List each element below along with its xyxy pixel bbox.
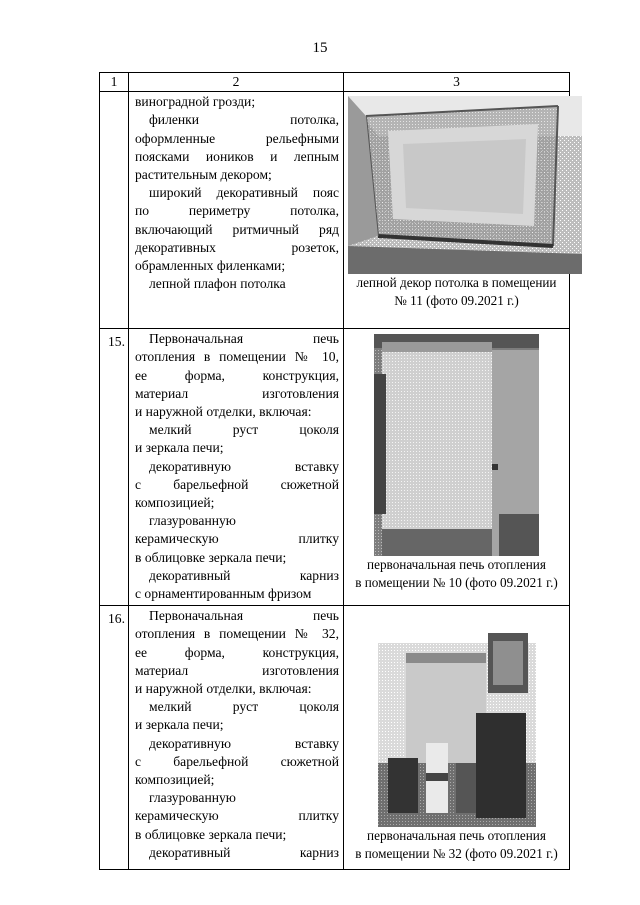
description-line: филенки потолка, xyxy=(149,112,339,128)
description-line: мелкий руст цоколя xyxy=(149,699,339,715)
header-col-1: 1 xyxy=(100,73,129,92)
ceiling-photo xyxy=(348,96,582,274)
header-col-3: 3 xyxy=(344,73,570,92)
row-number: 15. xyxy=(100,329,129,606)
description-line: и наружной отделки, включая: xyxy=(135,681,312,697)
description-line: оформленные рельефными xyxy=(135,130,339,146)
description-line: материал изготовления xyxy=(135,385,339,401)
description-line: и зеркала печи; xyxy=(135,440,224,456)
description-line: растительным декором; xyxy=(135,167,272,183)
description-line: Первоначальная печь xyxy=(149,608,339,624)
description-line: глазурованную xyxy=(149,513,236,529)
description-line: ее форма, конструкция, xyxy=(135,367,339,383)
page-number: 15 xyxy=(312,40,328,56)
description-line: поясками иоников и лепным xyxy=(135,148,339,164)
description-line: декоративный карниз xyxy=(149,567,339,583)
description-line: композицией; xyxy=(135,772,215,788)
description-line: с барельефной сюжетной xyxy=(135,753,339,769)
table-row xyxy=(100,606,570,870)
row-number: 16. xyxy=(100,606,129,870)
photo-caption-line-2: в помещении № 32 (фото 09.2021 г.) xyxy=(355,846,558,862)
row-description xyxy=(129,329,344,606)
description-line: в облицовке зеркала печи; xyxy=(135,826,287,842)
description-line: лепной плафон потолка xyxy=(149,276,286,292)
description-line: и зеркала печи; xyxy=(135,717,224,733)
description-line: композицией; xyxy=(135,495,215,511)
description-line: материал изготовления xyxy=(135,662,339,678)
description-line: в облицовке зеркала печи; xyxy=(135,549,287,565)
description-line: Первоначальная печь xyxy=(149,331,339,347)
photo-caption-line-1: первоначальная печь отопления xyxy=(367,828,546,844)
stove-photo-room-10 xyxy=(374,334,539,556)
description-line: обрамленных филенками; xyxy=(135,258,286,274)
table-header-row xyxy=(100,73,570,92)
description-line: виноградной грозди; xyxy=(135,94,256,110)
description-line: декоративных розеток, xyxy=(135,239,339,255)
description-line: по периметру потолка, xyxy=(135,203,339,219)
description-line: и наружной отделки, включая: xyxy=(135,404,312,420)
header-col-2: 2 xyxy=(129,73,344,92)
description-line: ее форма, конструкция, xyxy=(135,644,339,660)
row-description xyxy=(129,92,344,329)
row-description xyxy=(129,606,344,870)
heritage-table xyxy=(99,72,570,870)
stove-photo-room-32 xyxy=(378,613,536,827)
description-line: широкий декоративный пояс xyxy=(149,185,339,201)
description-line: керамическую плитку xyxy=(135,808,339,824)
row-photo-cell xyxy=(344,606,570,870)
description-line: мелкий руст цоколя xyxy=(149,422,339,438)
photo-caption-line-2: в помещении № 10 (фото 09.2021 г.) xyxy=(355,575,558,591)
description-line: декоративный карниз xyxy=(149,844,339,860)
photo-caption-line-1: первоначальная печь отопления xyxy=(367,557,546,573)
table-row xyxy=(100,329,570,606)
photo-caption-line-1: лепной декор потолка в помещении xyxy=(356,275,557,291)
description-line: глазурованную xyxy=(149,790,236,806)
description-line: декоративную вставку xyxy=(149,458,339,474)
description-line: с барельефной сюжетной xyxy=(135,476,339,492)
description-line: декоративную вставку xyxy=(149,735,339,751)
description-line: отопления в помещении № 32, xyxy=(135,626,339,642)
row-photo-cell xyxy=(344,329,570,606)
description-line: керамическую плитку xyxy=(135,531,339,547)
table-row xyxy=(100,92,570,329)
row-photo-cell xyxy=(344,92,570,329)
description-line: с орнаментированным фризом xyxy=(135,586,312,602)
row-number xyxy=(100,92,129,329)
photo-caption-line-2: № 11 (фото 09.2021 г.) xyxy=(394,293,519,309)
description-line: отопления в помещении № 10, xyxy=(135,349,339,365)
description-line: включающий ритмичный ряд xyxy=(135,221,339,237)
